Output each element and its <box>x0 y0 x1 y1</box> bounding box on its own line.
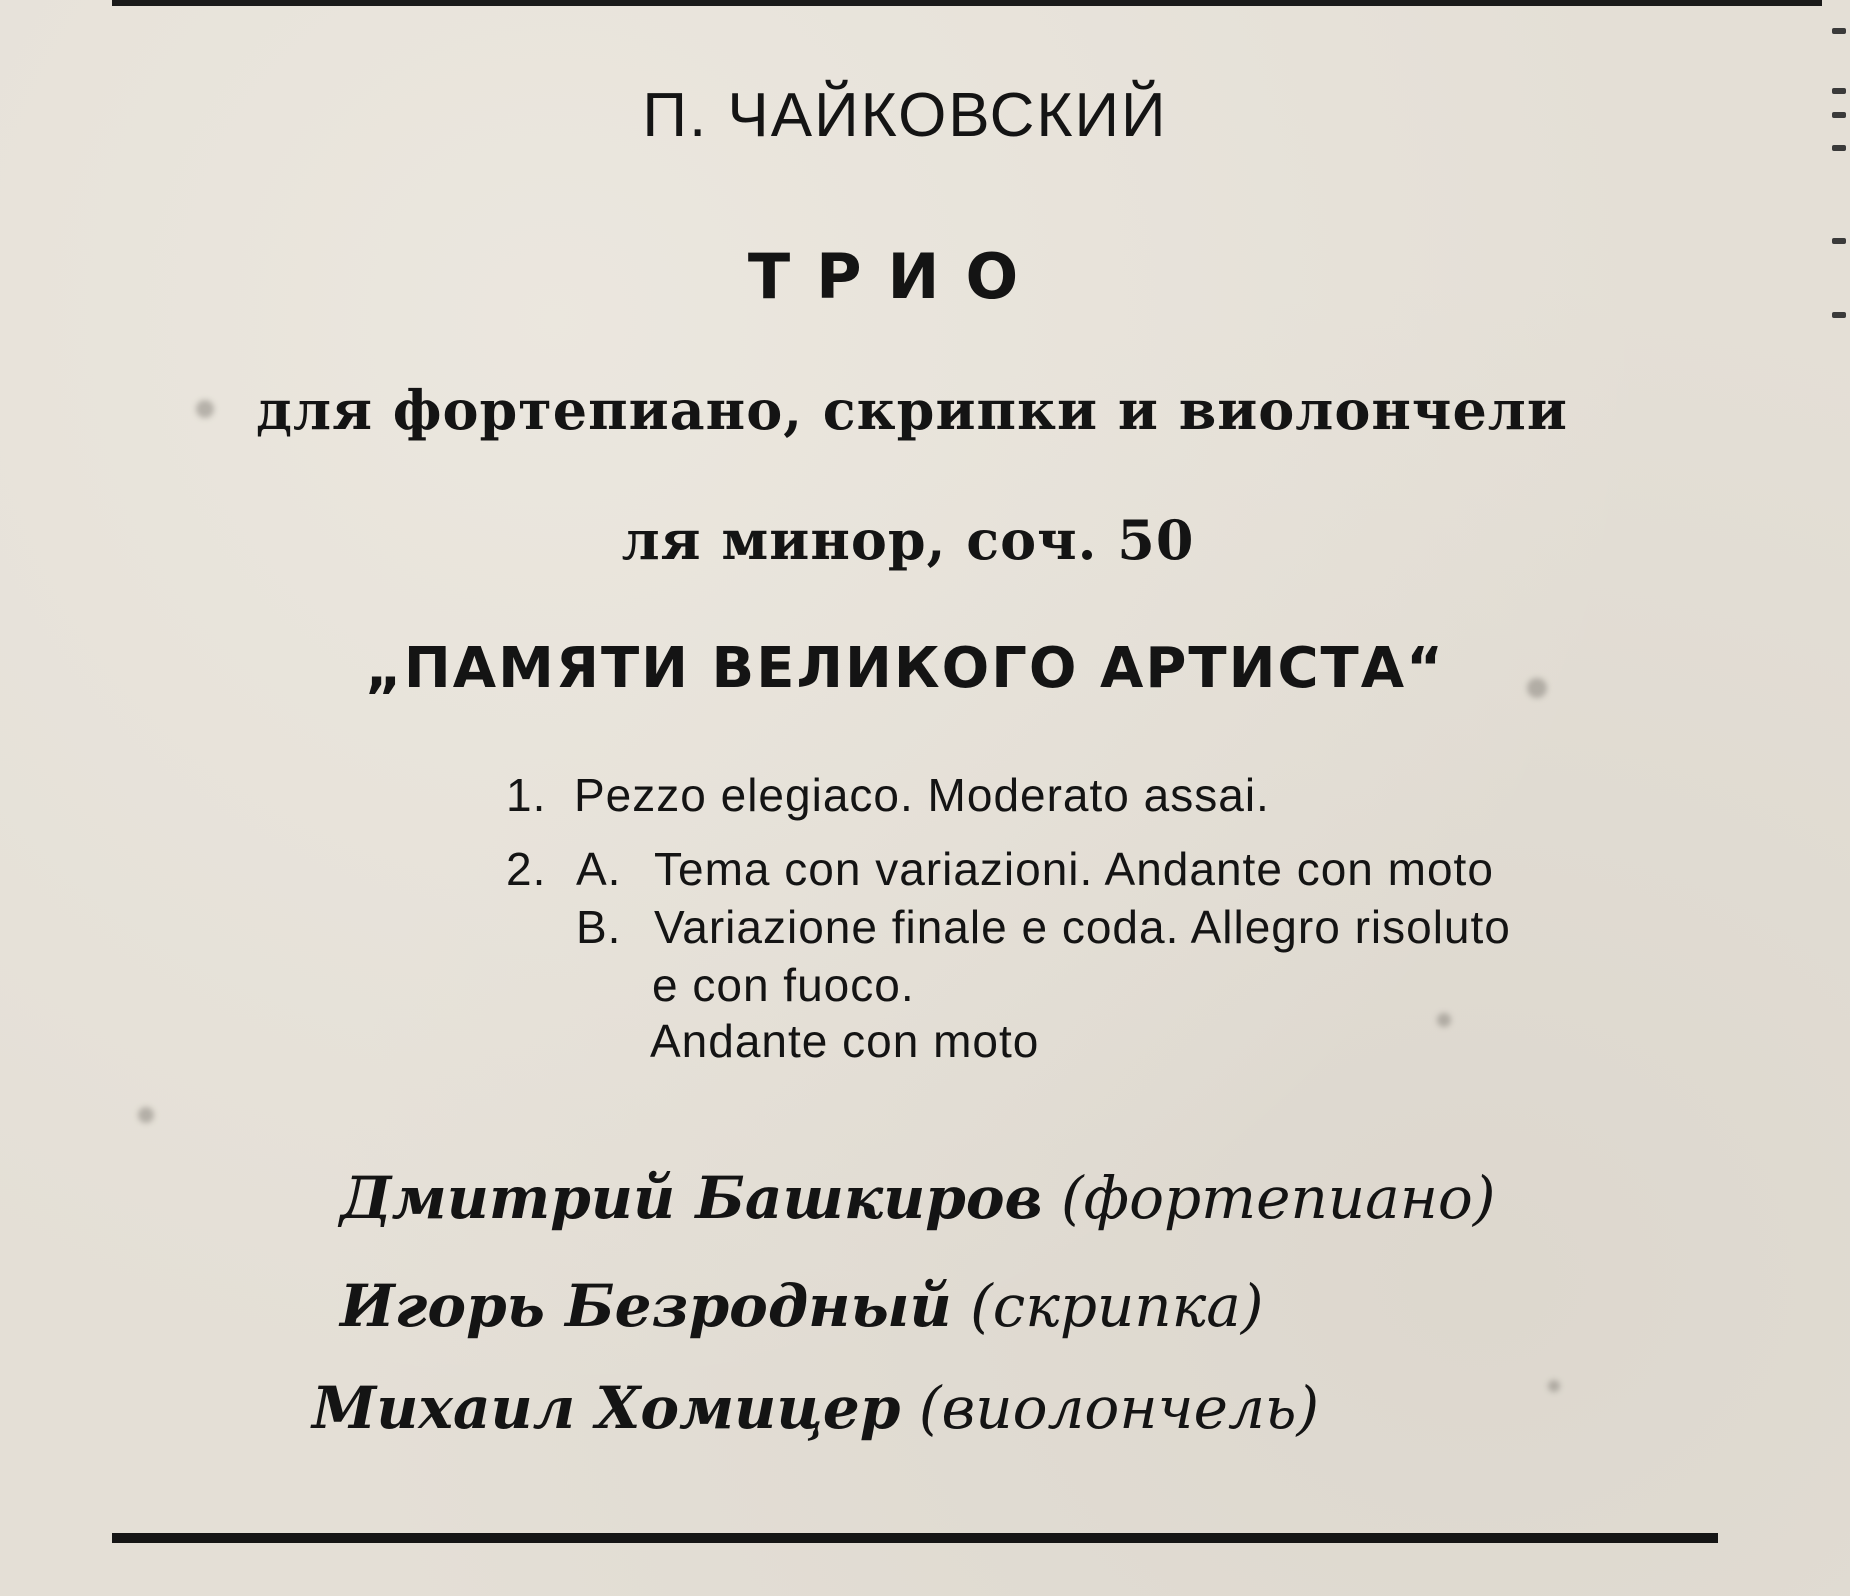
performer-instrument: (фортепиано) <box>1061 1164 1496 1232</box>
work-subtitle: для фортепиано, скрипки и виолончели <box>256 378 1568 442</box>
adjacent-page-edge <box>1816 0 1850 330</box>
performer-name: Игорь Безродный <box>340 1272 952 1340</box>
performer-row <box>312 1374 1319 1442</box>
performer-instrument: (скрипка) <box>970 1272 1264 1340</box>
performer-row <box>340 1272 1264 1340</box>
work-key-opus: ля минор, соч. 50 <box>621 508 1195 572</box>
composer-name: П. ЧАЙКОВСКИЙ <box>642 81 1168 150</box>
paper-spot <box>1437 1013 1451 1027</box>
movement-tempo: Andante con moto <box>650 1015 1040 1067</box>
movement-number: 1. <box>506 769 547 821</box>
paper-spot <box>138 1107 154 1123</box>
bottom-rule <box>112 1533 1718 1543</box>
top-rule <box>112 0 1822 6</box>
performer-name: Михаил Хомицер <box>312 1374 901 1442</box>
performer-instrument: (виолончель) <box>918 1374 1320 1442</box>
work-dedication: „ПАМЯТИ ВЕЛИКОГО АРТИСТА“ <box>365 636 1445 701</box>
movement-letter: A. <box>576 843 622 895</box>
movement-title: Variazione finale e coda. Allegro risoluto <box>654 901 1511 953</box>
movement-title: Pezzo elegiaco. Moderato assai. <box>574 769 1270 821</box>
work-title: ТРИО <box>747 240 1045 313</box>
performer-name: Дмитрий Башкиров <box>340 1164 1043 1232</box>
movement-title: Tema con variazioni. Andante con moto <box>654 843 1494 895</box>
paper-spot <box>1548 1380 1560 1392</box>
performer-row <box>340 1164 1495 1232</box>
movement-title-continued: e con fuoco. <box>652 959 915 1011</box>
movement-letter: B. <box>576 901 622 953</box>
movement-number: 2. <box>506 843 547 895</box>
